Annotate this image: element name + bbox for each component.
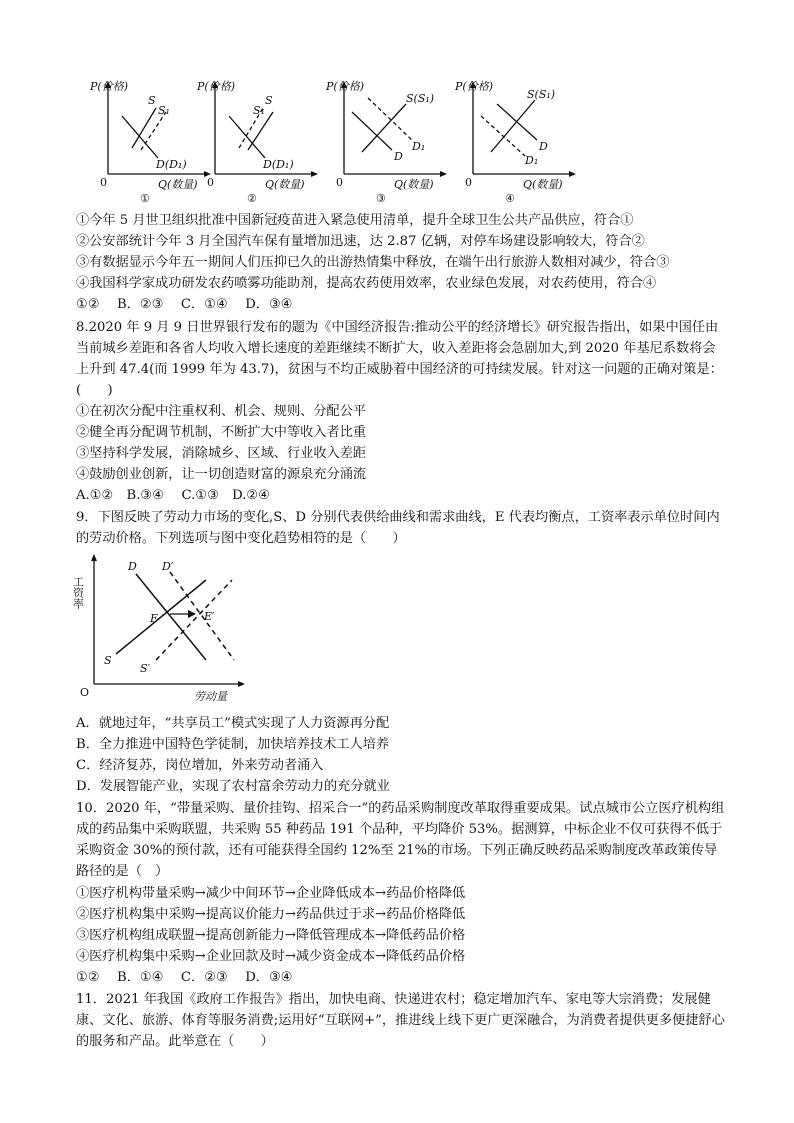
q11-stem: 11．2021 年我国《政府工作报告》指出，加快电商、快递进农村；稳定增加汽车、家电等大宗消费；发展健康、文化、旅游、体育等服务消费;运用好“互联网+”，推进线上线下更广更深融合，为消费者提供更多便捷舒心的服务和产品。此举意在（ ）	[76, 992, 725, 1049]
graph-3-origin: 0	[336, 176, 343, 189]
graph-1-ylabel: P(价格)	[90, 80, 128, 93]
q9-labor-market-figure	[71, 550, 246, 706]
q9-origin: O	[80, 686, 90, 699]
graph-3-d1: D₁	[412, 140, 426, 153]
q10-option-1: ①医疗机构带量采购→减少中间环节→企业降低成本→药品价格降低	[76, 886, 466, 901]
graph-3-ylabel: P(价格)	[326, 80, 364, 93]
q9-option-b: B．全力推进中国特色学徒制，加快培养技术工人培养	[76, 737, 390, 752]
graph-2-xlabel: Q(数量)	[265, 178, 305, 191]
q7-choices: ①② B．②③ C．①④ D．③④	[76, 297, 293, 312]
q7-statement-2: ②公安部统计今年 3 月全国汽车保有量增加迅速，达 2.87 亿辆，对停车场建设影响较大，符合②	[76, 234, 645, 249]
graph-4-origin: 0	[465, 176, 472, 189]
graph-2-s: S	[265, 94, 273, 107]
q8-option-1: ①在初次分配中注重权利、机会、规则、分配公平	[76, 404, 367, 419]
q9-ylabel: 工资率	[71, 576, 85, 609]
q10-option-4: ④医疗机构集中采购→企业回款及时→减少资金成本→降低药品价格	[76, 949, 466, 964]
q7-statement-1: ①今年 5 月世卫组织批准中国新冠疫苗进入紧急使用清单，提升全球卫生公共产品供应，符合①	[76, 213, 634, 228]
graph-2	[193, 78, 321, 204]
graph-3-d: D	[394, 150, 403, 163]
q7-statement-3: ③有数据显示今年五一期间人们压抑已久的出游热情集中释放，在端午出行旅游人数相对减少，符合③	[76, 255, 670, 270]
q8-stem: 8.2020 年 9 月 9 日世界银行发布的题为《中国经济报告:推动公平的经济增长》研究报告指出，如果中国任由当前城乡差距和各省人均收入增长速度的差距继续不断扩大，收入差距将会急剧加大,到 2020 年基尼系数将会上升到 47.4(而 1999 年为 43.7)，贫困与不均正威胁着中国经济的可持续发展。针对这一问题的正确对策是：( )	[76, 320, 723, 398]
graph-4-number: ④	[505, 192, 515, 205]
q10-option-2: ②医疗机构集中采购→提高议价能力→药品供过于求→药品价格降低	[76, 907, 466, 922]
graph-2-origin: 0	[207, 176, 214, 189]
graph-1-s: S	[148, 94, 156, 107]
graph-2-d: D(D₁)	[263, 158, 294, 171]
q10-option-3: ③医疗机构组成联盟→提高创新能力→降低管理成本→降低药品价格	[76, 928, 466, 943]
graph-3	[322, 78, 450, 204]
q9-d-prime: D′	[162, 560, 174, 573]
graph-1-number: ①	[140, 192, 150, 205]
graph-3-s: S(S₁)	[406, 92, 435, 105]
graph-4-ylabel: P(价格)	[455, 80, 493, 93]
graph-1-origin: 0	[100, 176, 107, 189]
graph-2-number: ②	[247, 192, 257, 205]
q9-e: E	[150, 612, 159, 625]
q9-s-prime: S′	[140, 662, 151, 675]
graph-3-number: ③	[376, 192, 386, 205]
graph-4-xlabel: Q(数量)	[523, 178, 563, 191]
q9-e-prime: E′	[204, 610, 215, 623]
graph-3-xlabel: Q(数量)	[394, 178, 434, 191]
q9-d: D	[128, 560, 137, 573]
q7-statement-4: ④我国科学家成功研发农药喷雾功能助剂，提高农药使用效率，农业绿色发展，对农药使用，符合④	[76, 276, 657, 291]
q10-stem: 10．2020 年，“带量采购、量价挂钩、招采合一”的药品采购制度改革取得重要成果。试点城市公立医疗机构组成的药品集中采购联盟，共采购 55 种药品 191 个品种，平均降价 53%。据测算，中标企业不仅可获得不低于采购资金 30%的预付款，还有可能获得全国约 12%至 21%的市场。下列正确反映药品采购制度改革政策传导路径的是（ ）	[76, 801, 725, 879]
graph-1-s1: S₁	[158, 104, 170, 117]
q9-option-c: C．经济复苏，岗位增加，外来劳动者涌入	[76, 758, 324, 773]
graph-4-d: D	[539, 140, 548, 153]
graph-1-d: D(D₁)	[156, 158, 187, 171]
q9-s: S	[104, 654, 112, 667]
graph-4-d1: D₁	[525, 154, 539, 167]
graph-2-ylabel: P(价格)	[197, 80, 235, 93]
graph-4-s: S(S₁)	[527, 88, 556, 101]
q8-option-4: ④鼓励创业创新，让一切创造财富的源泉充分涌流	[76, 467, 367, 482]
q9-option-a: A．就地过年，“共享员工”模式实现了人力资源再分配	[76, 716, 390, 731]
q8-choices: A.①② B.③④ C.①③ D.②④	[76, 488, 271, 503]
graph-1-xlabel: Q(数量)	[158, 178, 198, 191]
q9-option-d: D．发展智能产业，实现了农村富余劳动力的充分就业	[76, 779, 390, 794]
q9-xlabel: 劳动量	[194, 690, 227, 703]
q10-choices: ①② B．①④ C．②③ D．③④	[76, 970, 293, 985]
q8-option-2: ②健全再分配调节机制，不断扩大中等收入者比重	[76, 425, 367, 440]
q8-option-3: ③坚持科学发展，消除城乡、区域、行业收入差距	[76, 446, 367, 461]
graph-2-s1: S₁	[253, 104, 265, 117]
q9-stem: 9．下图反映了劳动力市场的变化,S、D 分别代表供给曲线和需求曲线，E 代表均衡点，工资率表示单位时间内的劳动价格。下列选项与图中变化趋势相符的是（ ）	[76, 510, 720, 546]
graph-4	[451, 78, 579, 204]
